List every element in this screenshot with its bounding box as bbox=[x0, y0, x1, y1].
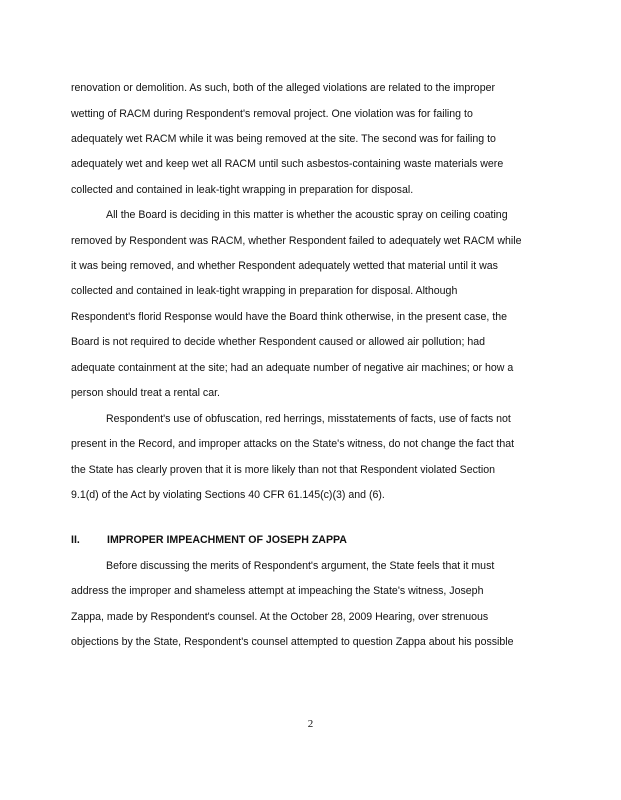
text-line: present in the Record, and improper attacks on the State's witness, do not change the fact that bbox=[71, 438, 515, 450]
text-line: Board is not required to decide whether Respondent caused or allowed air pollution; had bbox=[71, 336, 486, 348]
text-line: it was being removed, and whether Respondent adequately wetted that material until it was bbox=[71, 260, 498, 272]
section-number: II. bbox=[71, 534, 80, 546]
text-line: All the Board is deciding in this matter is whether the acoustic spray on ceiling coating bbox=[106, 209, 508, 221]
text-line: renovation or demolition. As such, both of the alleged violations are related to the improper bbox=[71, 82, 496, 94]
text-line: adequately wet RACM while it was being removed at the site. The second was for failing to bbox=[71, 133, 496, 145]
text-line: collected and contained in leak-tight wrapping in preparation for disposal. bbox=[71, 184, 414, 196]
text-line: 9.1(d) of the Act by violating Sections 40 CFR 61.145(c)(3) and (6). bbox=[71, 489, 385, 501]
text-line: the State has clearly proven that it is more likely than not that Respondent violated Section bbox=[71, 464, 495, 476]
text-line: wetting of RACM during Respondent's removal project. One violation was for failing to bbox=[71, 108, 473, 120]
text-line: Respondent's florid Response would have the Board think otherwise, in the present case, the bbox=[71, 311, 508, 323]
page-number: 2 bbox=[307, 718, 314, 730]
text-line: Respondent's use of obfuscation, red herrings, misstatements of facts, use of facts not bbox=[106, 413, 511, 425]
text-line: address the improper and shameless attempt at impeaching the State's witness, Joseph bbox=[71, 585, 484, 597]
text-line: Before discussing the merits of Respondent's argument, the State feels that it must bbox=[106, 560, 495, 572]
text-line: collected and contained in leak-tight wrapping in preparation for disposal. Although bbox=[71, 285, 458, 297]
text-line: adequate containment at the site; had an adequate number of negative air machines; or how a bbox=[71, 362, 514, 374]
text-line: Zappa, made by Respondent's counsel. At the October 28, 2009 Hearing, over strenuous bbox=[71, 611, 489, 623]
text-line: person should treat a rental car. bbox=[71, 387, 220, 399]
text-line: objections by the State, Respondent's counsel attempted to question Zappa about his possible bbox=[71, 636, 514, 648]
text-line: removed by Respondent was RACM, whether Respondent failed to adequately wet RACM while bbox=[71, 235, 522, 247]
text-line: adequately wet and keep wet all RACM until such asbestos-containing waste materials were bbox=[71, 158, 504, 170]
section-title: IMPROPER IMPEACHMENT OF JOSEPH ZAPPA bbox=[107, 534, 347, 546]
